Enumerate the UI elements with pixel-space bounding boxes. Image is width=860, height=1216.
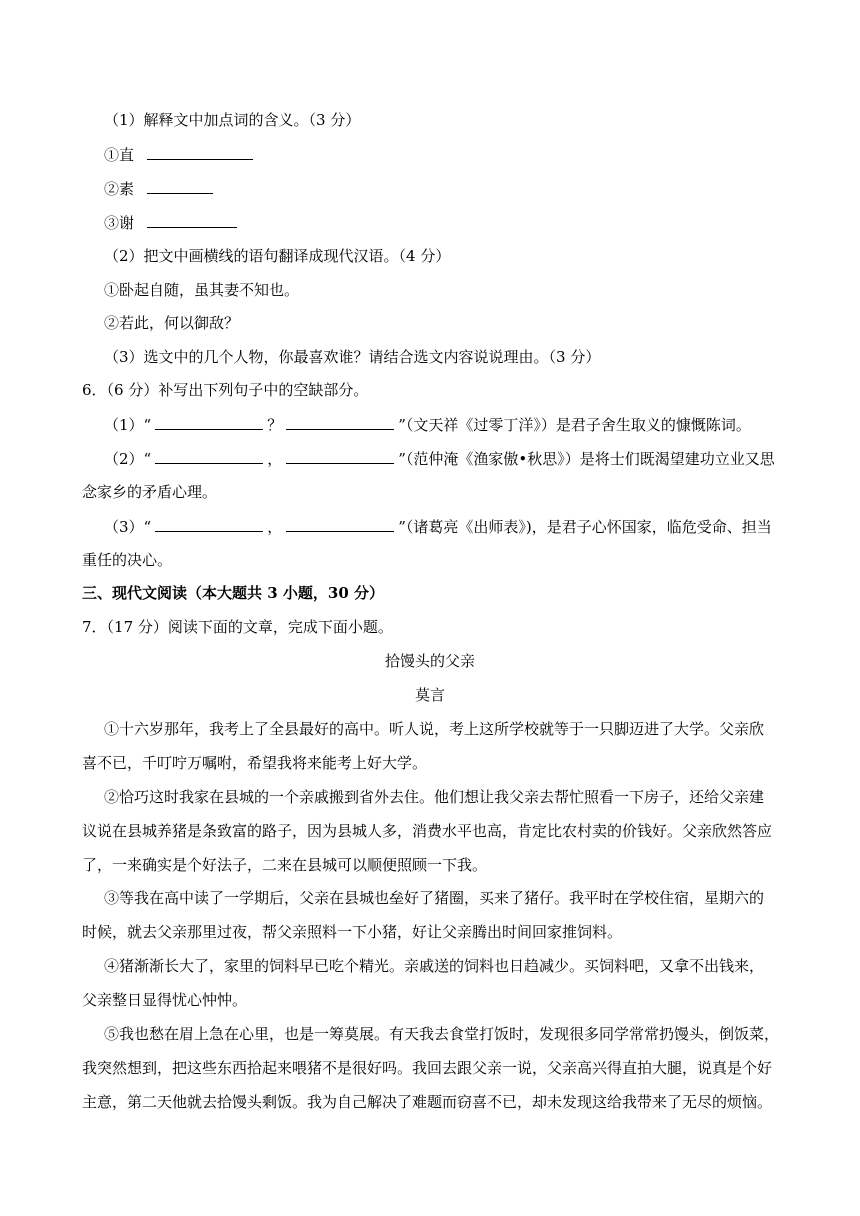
quote-open: （1）“ [104,416,152,434]
answer-blank[interactable] [147,212,237,228]
answer-blank[interactable] [155,448,263,464]
q5-part3: （3）选文中的几个人物，你最喜欢谁？请结合选文内容说说理由。（3 分） [104,348,601,366]
quote-source: ”（范仲淹《渔家傲•秋思》）是将士们既渴望建功立业又思 [398,450,775,468]
definition-label: ②素 [104,180,135,198]
q6-item-2-cont: 念家乡的矛盾心理。 [82,483,218,501]
answer-blank[interactable] [155,516,263,532]
separator: ？ [267,416,283,434]
q6-item-3 [104,516,772,537]
definition-item-3 [104,212,237,233]
article-author: 莫言 [414,686,445,704]
q6-item-3-cont: 重任的决心。 [82,551,173,569]
quote-source: ”（文天祥《过零丁洋》）是君子舍生取义的慷慨陈词。 [398,416,751,434]
q6-header: 6．（6 分）补写出下列句子中的空缺部分。 [82,381,369,399]
paragraph-line: 了，一来确实是个好法子，二来在县城可以顺便照顾一下我。 [82,856,488,874]
answer-blank[interactable] [155,414,263,430]
answer-blank[interactable] [286,414,394,430]
definition-item-2 [104,178,213,199]
definition-label: ③谢 [104,214,135,232]
section-heading: 三、现代文阅读（本大题共 3 小题，30 分） [82,584,384,602]
quote-open: （2）“ [104,450,152,468]
quote-source: ”（诸葛亮《出师表》)，是君子心怀国家，临危受命、担当 [398,518,772,536]
paragraph-line: ③等我在高中读了一学期后，父亲在县城也垒好了猪圈，买来了猪仔。我平时在学校住宿，星期六的 [104,889,765,907]
separator: ， [267,518,283,536]
definition-label: ①直 [104,146,135,164]
definition-item-1 [104,144,253,165]
answer-blank[interactable] [147,178,213,194]
q7-header: 7．（17 分）阅读下面的文章，完成下面小题。 [82,618,393,636]
paragraph-line: ④猪渐渐长大了，家里的饲料早已吃个精光。亲戚送的饲料也日趋减少。买饲料吧，又拿不出钱来， [104,957,765,975]
paragraph-line: 主意，第二天他就去拾馒头剩饭。我为自己解决了难题而窃喜不已，却未发现这给我带来了无尽的烦恼。 [82,1093,773,1111]
answer-blank[interactable] [286,516,394,532]
q5-part2: （2）把文中画横线的语句翻译成现代汉语。（4 分） [104,247,451,265]
paragraph-line: 时候，就去父亲那里过夜，帮父亲照料一下小猪，好让父亲腾出时间回家推饲料。 [82,923,623,941]
q6-item-1 [104,414,751,435]
paragraph-line: 我突然想到，把这些东西拾起来喂猪不是很好吗。我回去跟父亲一说，父亲高兴得直拍大腿，说真是个好 [82,1059,773,1077]
paragraph-line: ②恰巧这时我家在县城的一个亲戚搬到省外去住。他们想让我父亲去帮忙照看一下房子，还给父亲建 [104,788,765,806]
separator: ， [267,450,283,468]
translate-sentence-2: ②若此，何以御敌？ [104,314,240,332]
paragraph-line: ⑤我也愁在眉上急在心里，也是一筹莫展。有天我去食堂打饭时，发现很多同学常常扔馒头，倒饭菜， [104,1025,780,1043]
paragraph-line: 议说在县城养猪是条致富的路子，因为县城人多，消费水平也高，肯定比农村卖的价钱好。父亲欣然答应 [82,822,773,840]
quote-open: （3）“ [104,518,152,536]
paragraph-line: ①十六岁那年，我考上了全县最好的高中。听人说，考上这所学校就等于一只脚迈进了大学。父亲欣 [104,720,765,738]
paragraph-line: 喜不已，千叮咛万嘱咐，希望我将来能考上好大学。 [82,754,428,772]
answer-blank[interactable] [147,144,253,160]
article-title: 拾馒头的父亲 [384,652,475,670]
answer-blank[interactable] [286,448,394,464]
translate-sentence-1: ①卧起自随，虽其妻不知也。 [104,281,300,299]
paragraph-line: 父亲整日显得忧心忡忡。 [82,991,248,1009]
q5-part1: （1）解释文中加点词的含义。（3 分） [104,111,361,129]
q6-item-2 [104,448,775,469]
